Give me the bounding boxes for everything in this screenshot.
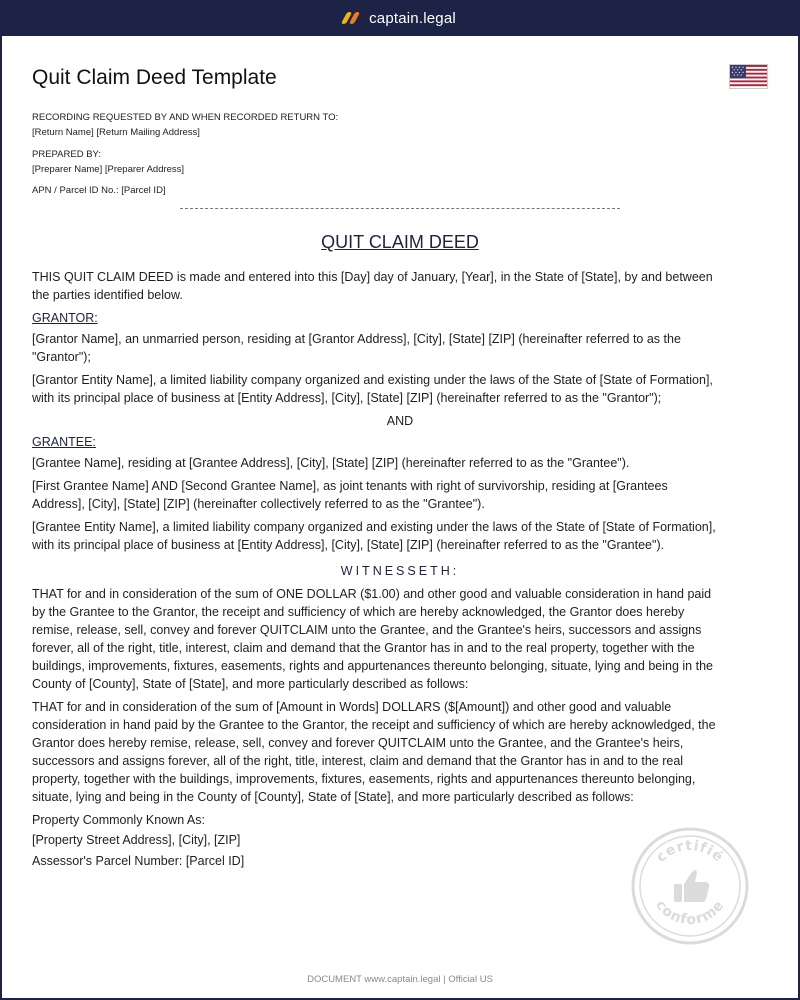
- page-title: Quit Claim Deed Template: [32, 66, 277, 89]
- and-separator: AND: [386, 414, 414, 428]
- divider: [180, 208, 620, 209]
- grantee-joint-paragraph: [First Grantee Name] AND [Second Grantee Name], as joint tenants with right of survivorship, residing at [Grantees Address], [City], [State] [ZIP] (hereinafter collectively referred to as the "Grantee").: [32, 479, 668, 511]
- stamp-top-text: certifié: [653, 837, 727, 866]
- captain-legal-logo-icon: [344, 12, 360, 24]
- grantee-heading: GRANTEE:: [32, 435, 96, 449]
- property-address: [Property Street Address], [City], [ZIP]: [32, 833, 241, 847]
- grantor-individual-paragraph: [Grantor Name], an unmarried person, residing at [Grantor Address], [City], [State] [ZIP] (hereinafter referred to as the "Grantor");: [32, 332, 681, 364]
- parcel-number-line: Assessor's Parcel Number: [Parcel ID]: [32, 854, 245, 868]
- brand-name[interactable]: captain.legal: [369, 9, 456, 27]
- consideration-paragraph-2: THAT for and in consideration of the sum of [Amount in Words] DOLLARS ($[Amount]) and other good and valuable consideration in hand paid by the Grantee to the Grantor, the receipt and sufficiency of which are hereby acknowledged, the Grantor does hereby remise, release, sell, convey and forever QUITCLAIM unto the Grantee, and the Grantee's heirs, successors and assigns forever, all of the right, title, interest, claim and demand that the Grantor has in and to the real property, together with the buildings, improvements, fixtures, easements, rights and appurtenances thereunto belonging, situate, lying and being in the County of [County], State of [State], and more particularly described as follows:: [32, 700, 716, 804]
- apn-line: APN / Parcel ID No.: [Parcel ID]: [32, 185, 166, 196]
- recording-value: [Return Name] [Return Mailing Address]: [32, 127, 200, 138]
- us-flag-icon: [729, 64, 768, 89]
- document-sheet: [2, 36, 798, 998]
- prepared-label: PREPARED BY:: [32, 149, 101, 160]
- consideration-paragraph-1: THAT for and in consideration of the sum of ONE DOLLAR ($1.00) and other good and valuable consideration in hand paid by the Grantee to the Grantor, the receipt and sufficiency of which are hereby acknowledged, the Grantor does hereby remise, release, sell, convey and forever QUITCLAIM unto the Grantee, and the Grantee's heirs, successors and assigns forever, all of the right, title, interest, claim and demand that the Grantor has in and to the real property, together with the buildings, improvements, fixtures, easements, rights and appurtenances thereunto belonging, situate, lying and being in the County of [County], State of [State], and more particularly described as follows:: [32, 587, 713, 691]
- grantor-entity-paragraph: [Grantor Entity Name], a limited liability company organized and existing under the laws of the State of [State of Formation], with its principal place of business at [Entity Address], [City], [State] [ZIP] (hereinafter referred to as the "Grantor");: [32, 373, 713, 405]
- grantee-individual-paragraph: [Grantee Name], residing at [Grantee Address], [City], [State] [ZIP] (hereinafter referred to as the "Grantee").: [32, 456, 630, 470]
- witnesseth-heading: WITNESSETH:: [340, 564, 460, 578]
- top-bar: [0, 0, 800, 36]
- stamp-bottom-text: conforme: [652, 897, 728, 929]
- grantor-heading: GRANTOR:: [32, 311, 98, 325]
- svg-text:certifié: [653, 838, 726, 866]
- deed-title: QUIT CLAIM DEED: [321, 232, 479, 252]
- deed-body: [32, 268, 722, 872]
- thumbs-up-icon: [674, 870, 709, 902]
- prepared-value: [Preparer Name] [Preparer Address]: [32, 164, 185, 175]
- certified-stamp: [630, 826, 750, 946]
- recording-label: RECORDING REQUESTED BY AND WHEN RECORDED RETURN TO:: [32, 112, 339, 123]
- intro-paragraph: THIS QUIT CLAIM DEED is made and entered into this [Day] day of January, [Year], in the State of [State], by and between the parties identified below.: [32, 270, 713, 302]
- grantee-entity-paragraph: [Grantee Entity Name], a limited liability company organized and existing under the laws of the State of [State of Formation], with its principal place of business at [Entity Address], [City], [State] [ZIP] (hereinafter referred to as the "Grantee").: [32, 520, 716, 552]
- property-label: Property Commonly Known As:: [32, 813, 205, 827]
- footer-text[interactable]: DOCUMENT www.captain.legal | Official US: [307, 974, 493, 985]
